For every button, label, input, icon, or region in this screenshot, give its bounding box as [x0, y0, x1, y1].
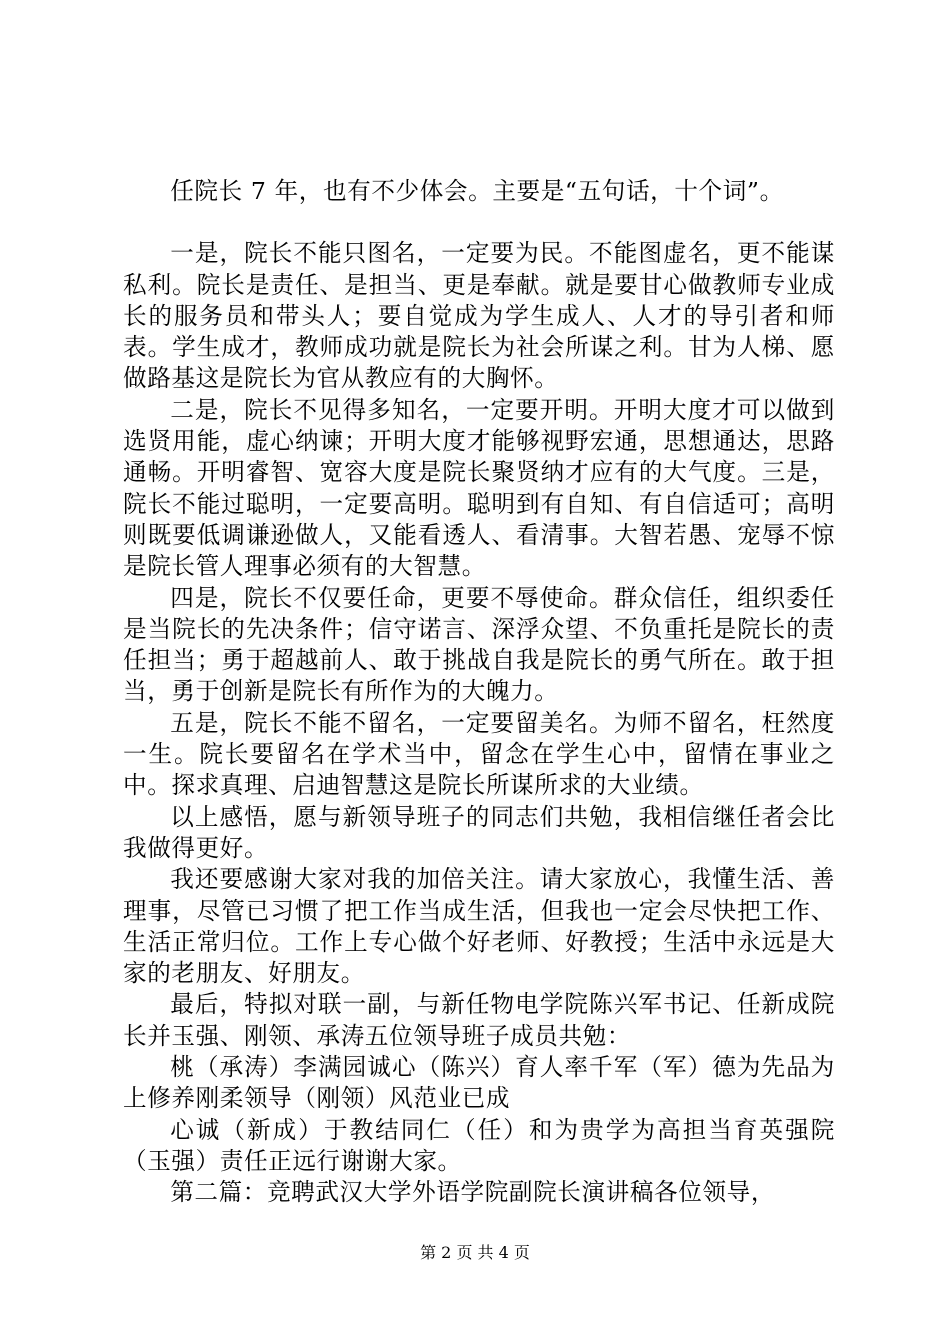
paragraph-point-one: 一是，院长不能只图名，一定要为民。不能图虚名，更不能谋私利。院长是责任、是担当、更是奉献。就是要甘心做教师专业成长的服务员和带头人；要自觉成为学生成人、人才的导引者和师表。学生成才，教师成功就是院长为社会所谋之利。甘为人梯、愿做路基这是院长为官从教应有的大胸怀。: [123, 239, 835, 393]
paragraph-next-section-heading: 第二篇：竞聘武汉大学外语学院副院长演讲稿各位领导，: [170, 1178, 776, 1207]
paragraph-couplet-intro: 最后，特拟对联一副，与新任物电学院陈兴军书记、任新成院长并玉强、刚领、承涛五位领导班子成员共勉：: [123, 990, 835, 1050]
page-number-footer: 第 2 页 共 4 页: [420, 1243, 530, 1262]
paragraph-thanks: 我还要感谢大家对我的加倍关注。请大家放心，我懂生活、善理事，尽管已习惯了把工作当成生活，但我也一定会尽快把工作、生活正常归位。工作上专心做个好老师、好教授；生活中永远是大家的老朋友、好朋友。: [123, 865, 835, 988]
paragraph-point-four: 四是，院长不仅要任命，更要不辱使命。群众信任，组织委任是当院长的先决条件；信守诺言、深浮众望、不负重托是院长的责任担当；勇于超越前人、敢于挑战自我是院长的勇气所在。敢于担当，勇于创新是院长有所作为的大魄力。: [123, 583, 835, 706]
paragraph-point-two-three: 二是，院长不见得多知名，一定要开明。开明大度才可以做到选贤用能，虚心纳谏；开明大度才能够视野宏通，思想通达，思路通畅。开明睿智、宽容大度是院长聚贤纳才应有的大气度。三是，院长不能过聪明，一定要高明。聪明到有自知、有自信适可；高明则既要低调谦逊做人，又能看透人、看清事。大智若愚、宠辱不惊是院长管人理事必须有的大智慧。: [123, 395, 835, 581]
document-body: [123, 176, 835, 1209]
paragraph-point-five: 五是，院长不能不留名，一定要留美名。为师不留名，枉然度一生。院长要留名在学术当中，留念在学生心中，留情在事业之中。探求真理、启迪智慧这是院长所谋所求的大业绩。: [123, 708, 835, 800]
paragraph-couplet-first-line: 桃（承涛）李满园诚心（陈兴）育人率千军（军）德为先品为上修养刚柔领导（刚领）风范业已成: [123, 1053, 835, 1113]
paragraph-couplet-second-line: 心诚（新成）于教结同仁（任）和为贵学为高担当育英强院（玉强）责任正远行谢谢大家。: [123, 1115, 835, 1175]
paragraph-intro: 任院长 7 年，也有不少体会。主要是“五句话，十个词”。: [170, 177, 784, 205]
paragraph-reflection: 以上感悟，愿与新领导班子的同志们共勉，我相信继任者会比我做得更好。: [123, 802, 835, 862]
